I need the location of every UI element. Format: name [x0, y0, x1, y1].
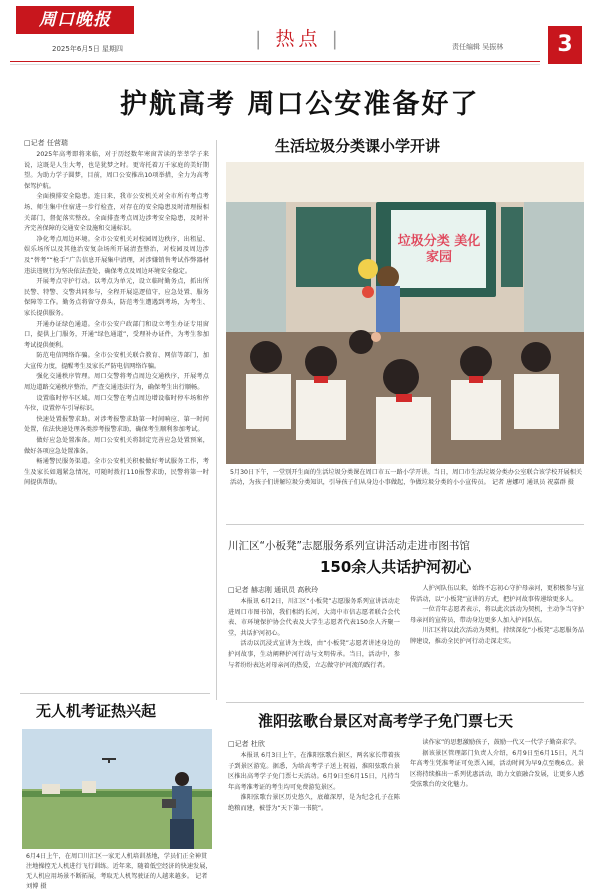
drone-credit: 记者 刘博 摄	[26, 873, 208, 890]
main-headline: 护航高考 周口公安准备好了	[120, 89, 480, 120]
huaiyang-byline: □记者 杜欣	[228, 740, 265, 748]
drone-field-illustration	[22, 729, 212, 849]
huaiyang-paragraph: 本报讯 6月3日上午，在淮阳弦歌台景区，两名家长带着孩子到景区游览。据悉，为给高考学子送上祝福，淮阳弦歌台景区推出高考学子免门票七天活动。6月9日至6月15日，凡持当年高考准考证的考生均可免费游览景区。	[228, 752, 400, 791]
main-paragraph: 2025年高考即将来临，对于历经数年寒窗苦读的莘莘学子来说，这既是人生大考，也是犹梦之时。更寄托着万千家庭的美好期望。为助力学子圆梦，目前，周口公安推出10项举措，全力为高考保驾护航。	[24, 151, 209, 190]
drone-top-separator	[20, 693, 210, 694]
section-bar-right: |	[331, 28, 342, 50]
garbage-caption	[230, 468, 584, 488]
huaiyang-article-col2	[410, 738, 584, 888]
editor-credit: 责任编辑 吴振林	[452, 43, 504, 51]
main-paragraph: 开通办证绿色通道。全市公安户政部门和设立考生办证专用窗口，提供上门服务，开通“绿色通道”，受理补办证件，为考生参加考试提供便利。	[24, 320, 209, 349]
book-paragraph: 本报讯 6月2日，川汇区“小板凳”志愿服务系列宣讲活动走进周口市图书馆，我们相约长河，大湾中市信志愿者联合会代表、市环境保护协会代表及大学生志愿者代表150余人齐聚一堂，共话护河初心。	[228, 598, 400, 637]
section-label: 热点	[275, 28, 322, 50]
issue-date: 2025年6月5日 星期四	[52, 45, 123, 53]
huaiyang-paragraph: 据该景区管理部门负责人介绍，6月9日至6月15日，凡当年高考生凭准考证可免票入园，活动时间为早9点至晚6点。景区将持续推出一系列优惠活动，助力文旅融合发展，让更多人感受弦歌台的文化魅力。	[410, 749, 584, 789]
section-bar-left: |	[255, 28, 266, 50]
classroom-photo	[226, 162, 584, 464]
page-number: 3	[548, 26, 582, 64]
book-byline: □记者 赫志刚 通讯员 高秋玲	[228, 586, 319, 594]
book-paragraph: 活动以沉浸式宣讲为主线，由“小板凳”志愿者讲述身边的护河故事，生动阐释护河行动与文明传承。当日，活动中，参与者纷纷表达对母亲河的热爱，立志做守护河流的践行者。	[228, 640, 400, 669]
book-headline: 150余人共话护河初心	[320, 558, 472, 576]
book-separator	[226, 702, 584, 703]
main-paragraph: 防范电信网络诈骗。全市公安机关联合教育、网信等部门，加大宣传力度，提醒考生及家长严防电信网络诈骗。	[24, 352, 209, 370]
garbage-headline: 生活垃圾分类课小学开讲	[275, 137, 441, 155]
garbage-caption-text: 5月30日下午，一堂别开生面的生活垃圾分类课在周口市五一路小学开讲。当日，周口市生活垃圾分类办公室联合该学校开展相关活动，为孩子们讲解垃圾分类知识，引导孩子们从身边小事做起，争做垃圾分类的小小宣传员。	[230, 469, 583, 486]
drone-caption	[26, 852, 212, 892]
garbage-credit: 记者 唐娜可 通讯员 祝嘉群 摄	[491, 479, 574, 486]
book-article-col2	[410, 584, 584, 696]
book-paragraph: 一位青年志愿者表示，将以此次活动为契机，主动争当守护母亲河的宣传员，带动身边更多人加入护河队伍。	[410, 606, 584, 624]
main-paragraph: 畅通警民服务渠道。全市公安机关积极做好考试服务工作，考生及家长如遇紧急情况，可随时拨打110报警求助，民警将第一时间提供帮助。	[24, 458, 209, 487]
drone-headline: 无人机考证热兴起	[36, 702, 157, 720]
main-paragraph: 开展考点守护行动。以考点为单元，设立临时勤务点，抓出所民警、特警、交警共同参与，全程开展巡逻值守，应急处置、服务保障等工作。勤务点将留守鼻头，防范考生遭遇到考场，为考生、家长提供服务。	[24, 278, 209, 317]
drone-photo	[22, 729, 212, 849]
huaiyang-headline: 淮阳弦歌台景区对高考学子免门票七天	[258, 712, 514, 730]
blackboard-slide-text: 垃圾分类 美化家园	[397, 234, 481, 265]
huaiyang-paragraph: 淮阳弦歌台景区历史悠久，底蕴深厚，是为纪念孔子在陈绝粮而建，被誉为“天下第一书院”。	[228, 794, 400, 812]
masthead-rule	[10, 61, 540, 62]
book-paragraph: 人护河队伍以来，始终不忘初心守护母亲河，更积极参与宣传活动，以“小板凳”宣讲的方式，把护河故事传递给更多人。	[410, 585, 584, 603]
garbage-separator	[226, 524, 584, 525]
classroom-illustration	[226, 162, 584, 464]
huaiyang-paragraph: 读作家”的思想激励孩子，鼓励一代又一代学子勤奋求学。	[422, 739, 581, 746]
column-divider	[216, 140, 217, 700]
main-paragraph: 强化交通秩序管理。周口交警将考点周边交通秩序，开展考点周边道路交通秩序整治，严查交通违法行为，确保考生出行顺畅。	[24, 373, 209, 392]
masthead-logo: 周口晚报	[16, 6, 134, 34]
main-byline: □记者 任营瑞	[24, 139, 68, 147]
main-paragraph: 快速处置报警求助。对涉考报警求助第一时间响应、第一时间处置，依法快速处理各类涉考报警求助，确保考生顺利参加考试。	[24, 415, 209, 434]
main-article-body	[24, 150, 209, 690]
book-paragraph: 川汇区将以此次活动为契机，持续深化“小板凳”志愿服务品牌建设，推动全民护河行动走深走实。	[410, 627, 584, 645]
book-kicker: 川汇区“小板凳”志愿服务系列宣讲活动走进市图书馆	[228, 540, 470, 552]
main-paragraph: 全面摸排安全隐患。连日来，我市公安机关对全市所有考点考场、师生集中住宿进一步行检查，对存在的安全隐患及时清理报相关部门，督促落实整改。全面排查考点周边涉考安全隐患，及时补齐完善保障的交通安全设施和交通标识。	[24, 193, 209, 233]
drone-caption-text: 6月4日上午，在周口川汇区一家无人机培训基地，学员们正全神贯注地操控无人机进行飞行训练。近年来，随着低空经济的快速发展，无人机应用场景不断拓展，考取无人机驾驶证的人越来越多。	[26, 853, 212, 880]
huaiyang-article-col1	[228, 751, 400, 889]
section-title	[255, 24, 342, 51]
main-paragraph: 做好应急处置准备。周口公安机关将制定完善应急处置预案，做好各项应急处置准备。	[24, 437, 209, 455]
main-paragraph: 设置临时停车区域。周口交警在考点周边增设临时停车场和停车位，设置停车引导标识。	[24, 394, 209, 413]
book-article-col1	[228, 597, 400, 697]
masthead-rule-thin	[10, 64, 540, 65]
main-paragraph: 净化考点周边环境。全市公安机关对校园周边秩序，出租屋、娱乐场所以及其他治安复杂场所开展清查整治，对校园及周边涉及“替考”“枪手”广告信息开展集中清理，对涉嫌销售考试作弊器材违法违规行为坚决依法查处，确保考点及周边环境安全稳定。	[24, 235, 209, 275]
